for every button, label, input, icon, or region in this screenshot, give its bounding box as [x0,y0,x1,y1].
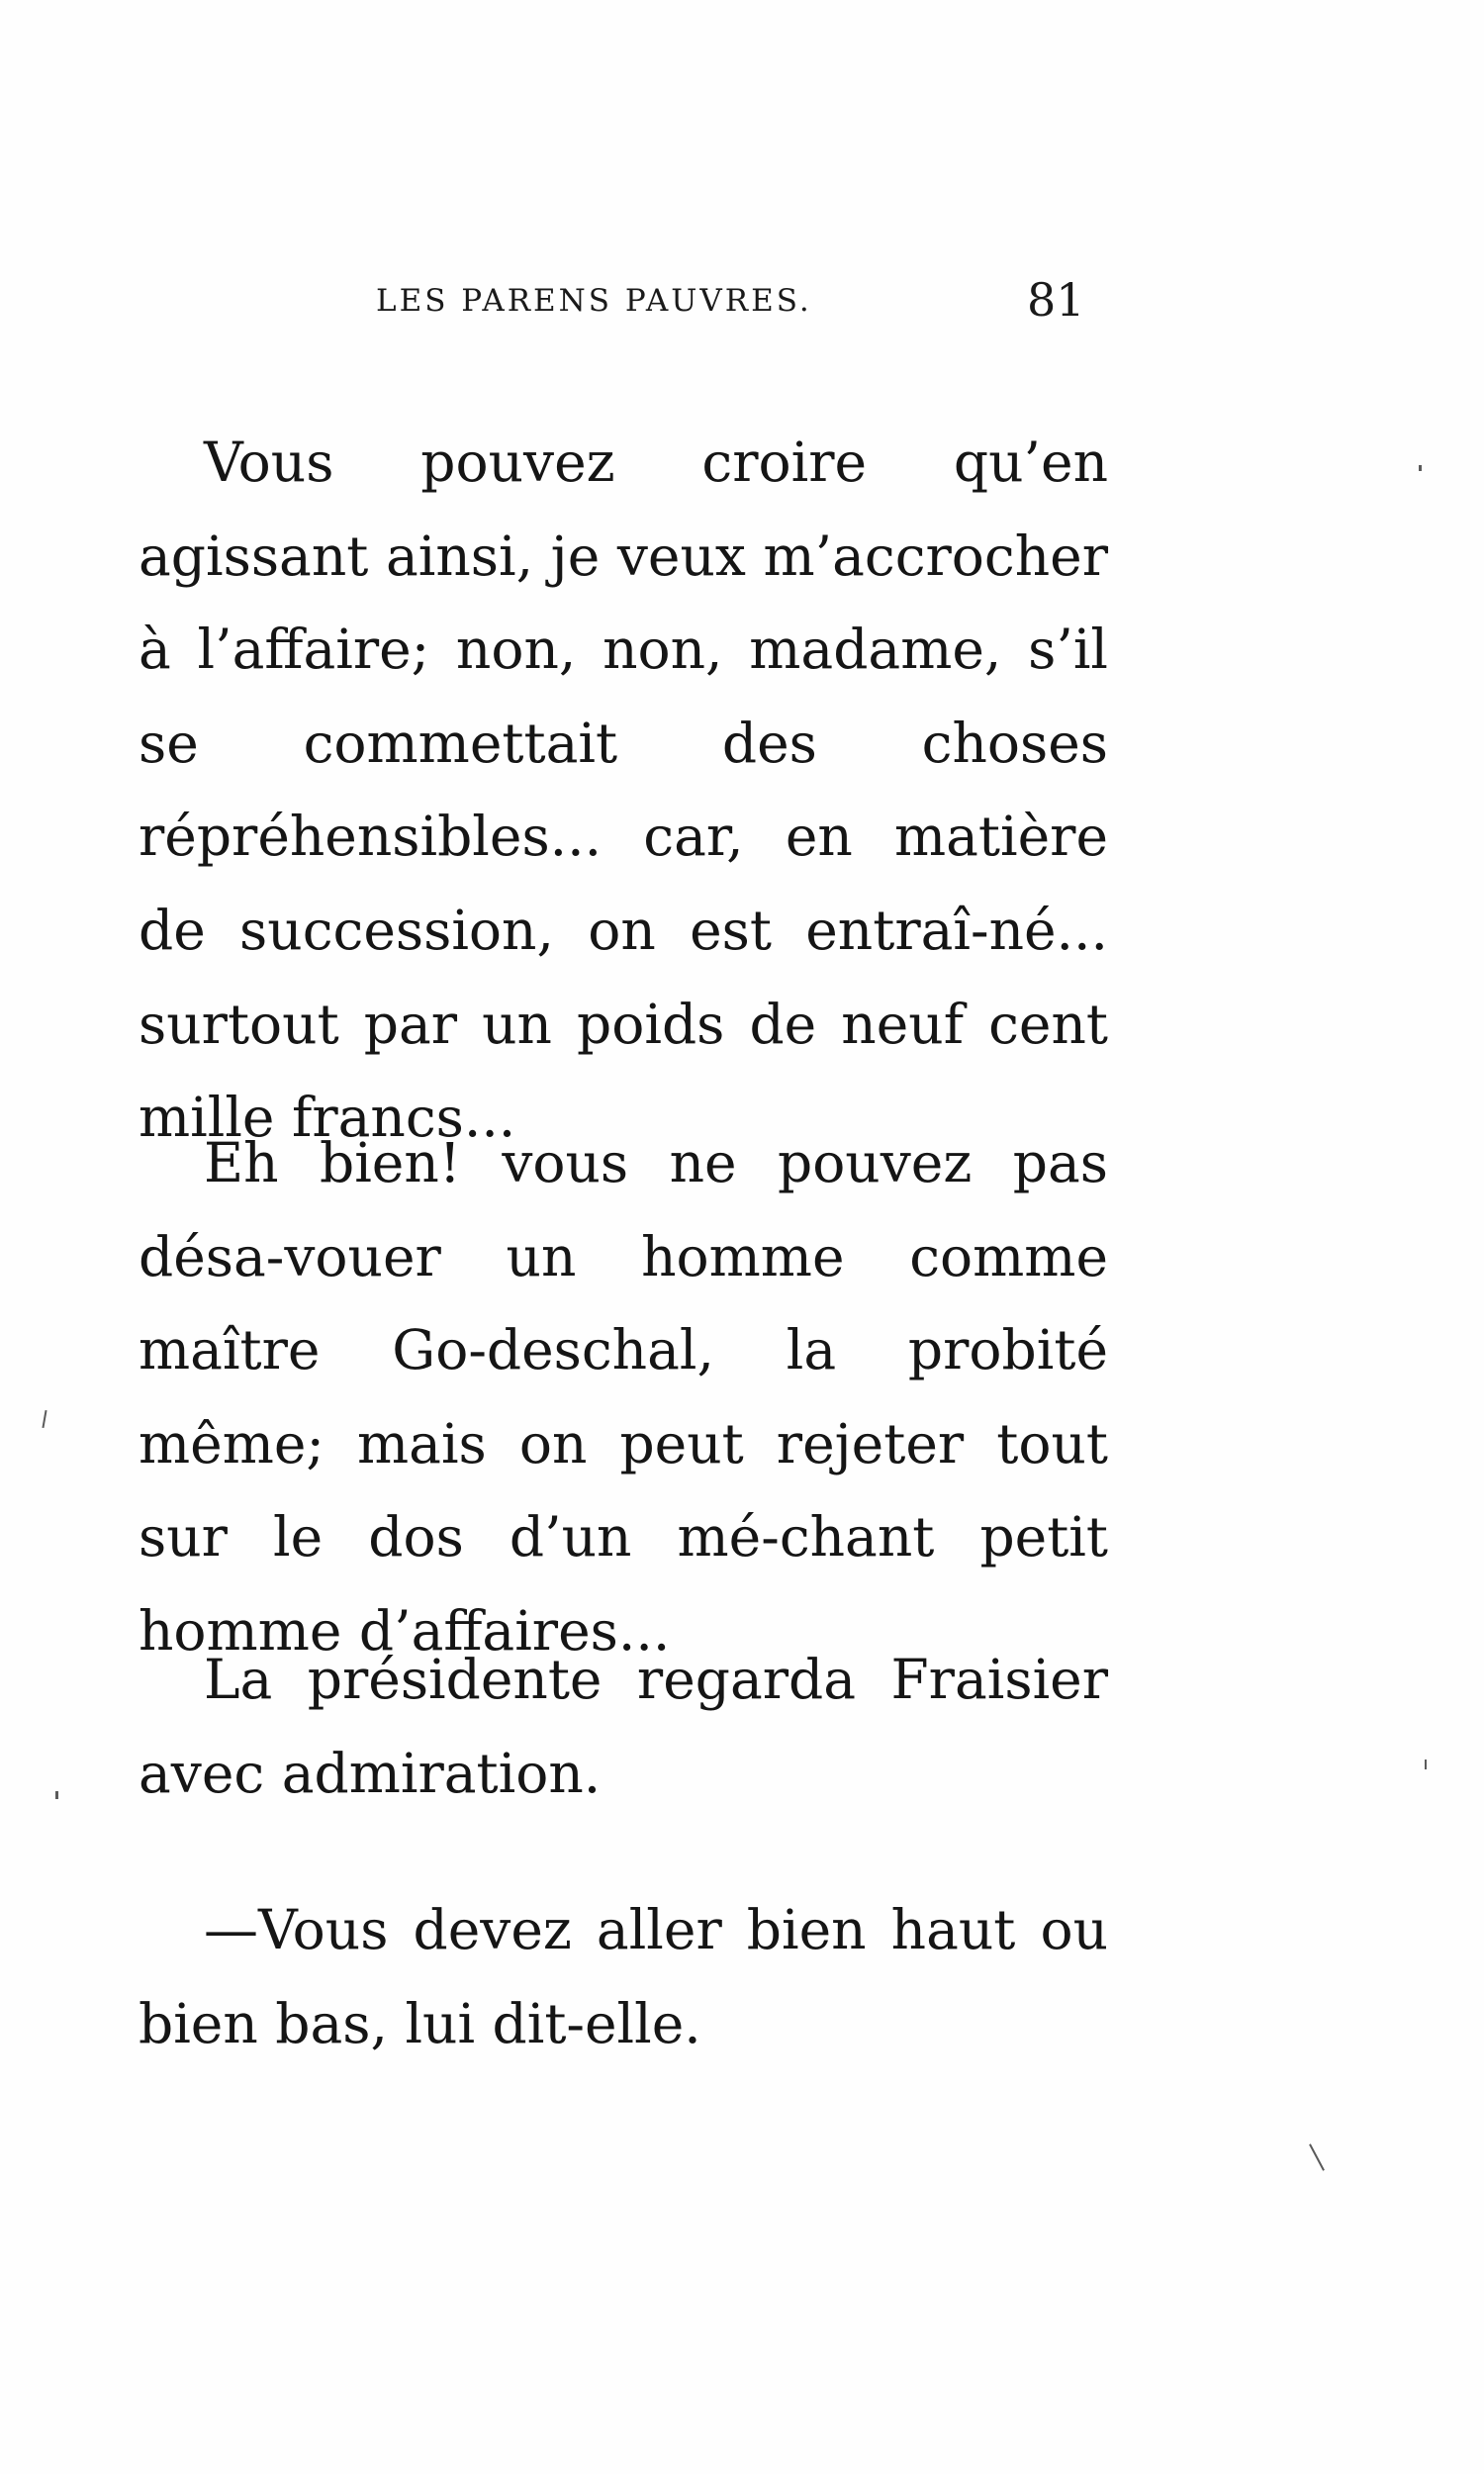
paper-mark [42,1410,46,1428]
page-number: 81 [1027,273,1085,327]
paragraph: Eh bien! vous ne pouvez pas désa-vouer un homme comme maître Go-deschal, la probité même; mais on peut rejeter tout sur le dos d’un mé-chant petit homme d’affaires... [139,1131,1108,1663]
paper-mark [1419,465,1422,471]
paper-mark [1309,2143,1325,2170]
paper-mark [1425,1760,1427,1769]
paragraph: Vous pouvez croire qu’en agissant ainsi, je veux m’accrocher à l’affaire; non, non, madame, s’il se commettait des choses répréhensibles... car, en matière de succession, on est entraî-né... surtout par un poids de neuf cent mille francs... [139,430,1108,1150]
paragraph: La présidente regarda Fraisier avec admiration. [139,1648,1108,1805]
paper-mark [55,1791,58,1799]
running-head: LES PARENS PAUVRES. [376,283,812,319]
paragraph: —Vous devez aller bien haut ou bien bas, lui dit-elle. [139,1898,1108,2055]
